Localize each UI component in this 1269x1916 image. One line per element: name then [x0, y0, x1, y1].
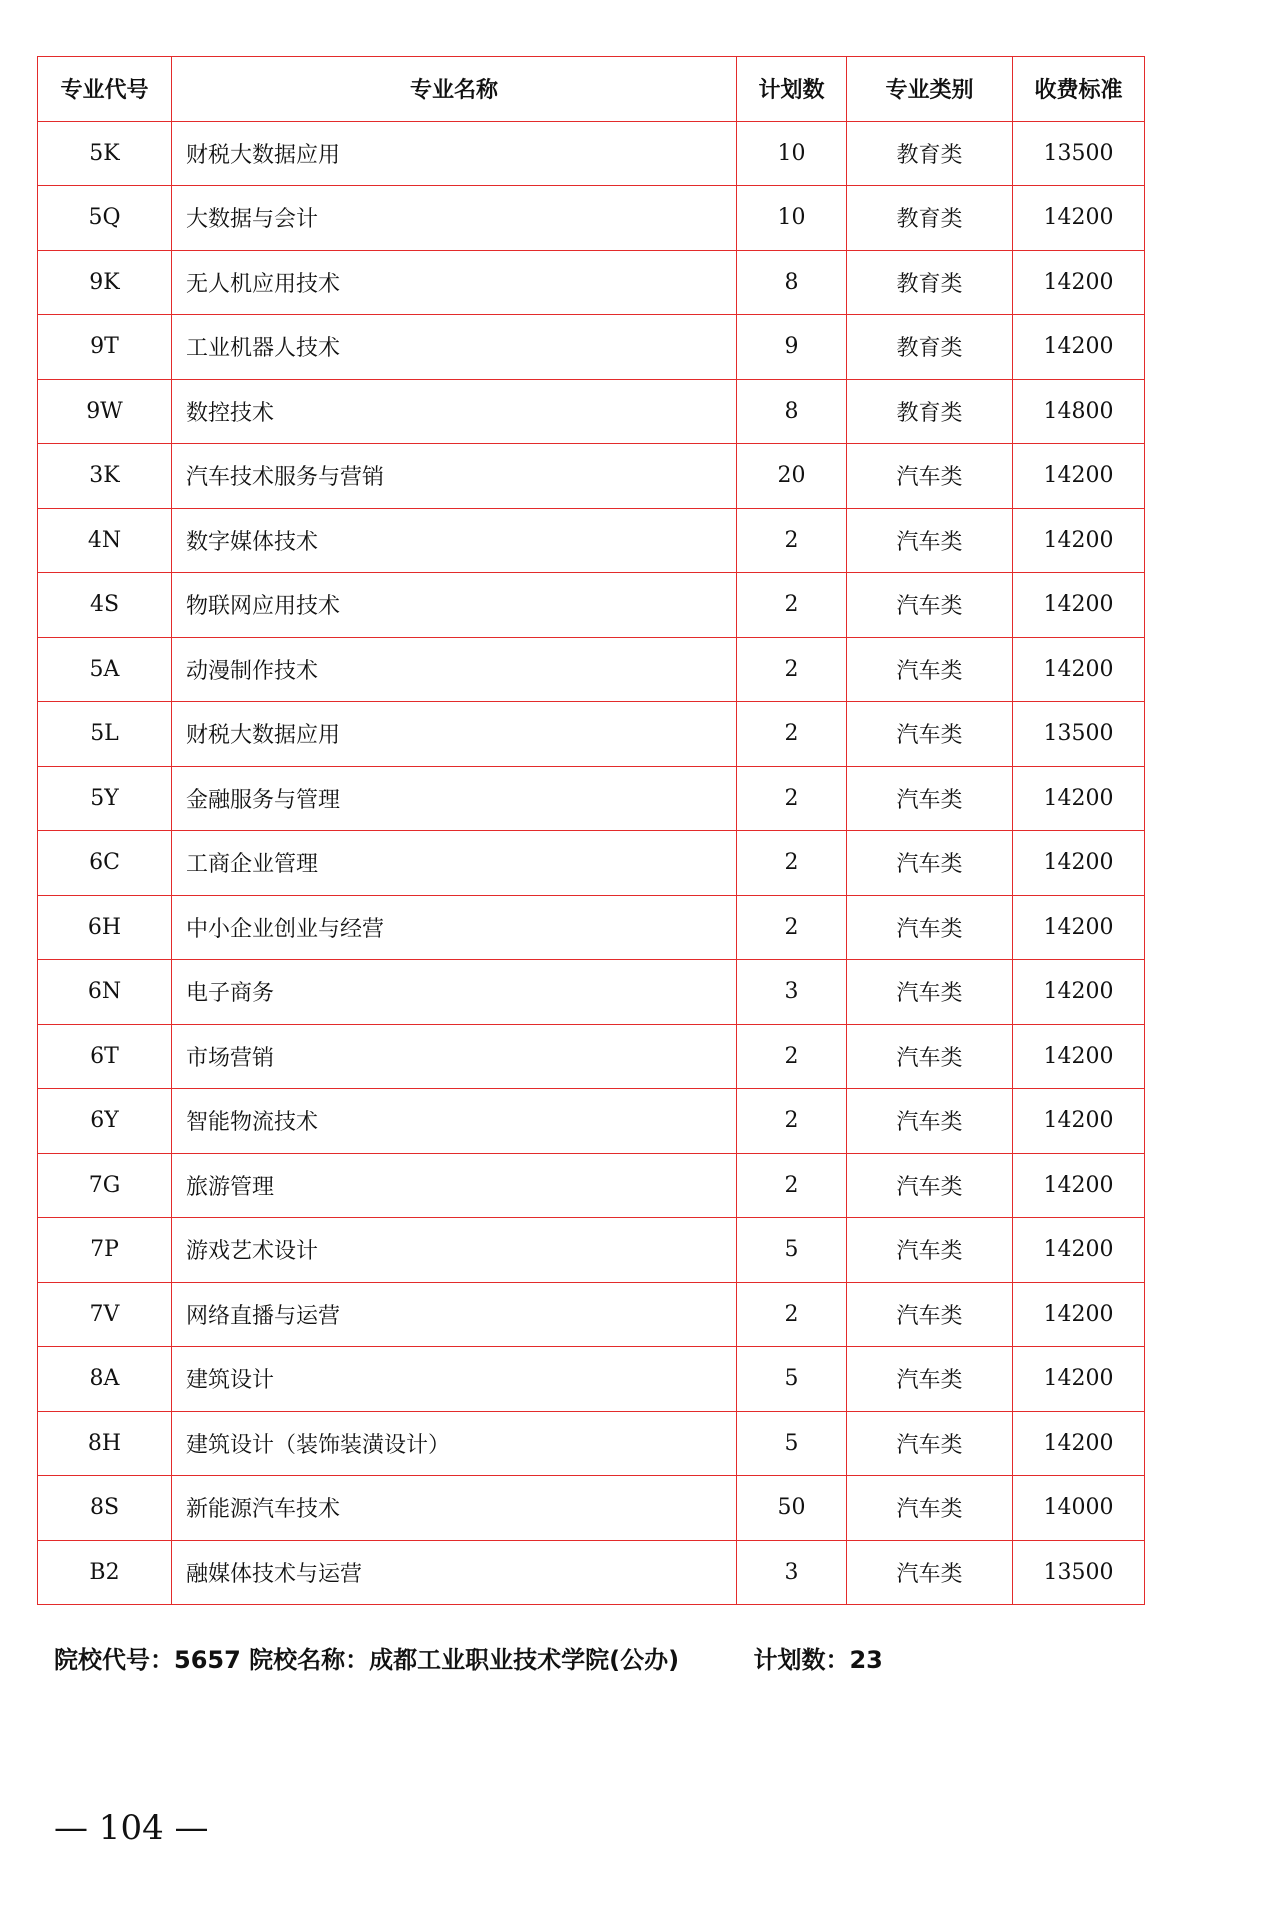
table-row [38, 186, 1145, 251]
plan-count-cell: 8 [737, 379, 847, 444]
major-name-cell: 游戏艺术设计 [172, 1218, 737, 1283]
table-row [38, 1540, 1145, 1605]
major-code-cell: 6N [38, 960, 172, 1025]
tuition-fee-cell: 14200 [1013, 315, 1145, 380]
table-row [38, 1153, 1145, 1218]
plan-count-cell: 8 [737, 250, 847, 315]
plan-count-cell: 2 [737, 702, 847, 767]
major-category-cell: 汽车类 [847, 1540, 1013, 1605]
major-category-cell: 汽车类 [847, 508, 1013, 573]
tuition-fee-cell: 14200 [1013, 1153, 1145, 1218]
major-category-cell: 教育类 [847, 186, 1013, 251]
major-code-cell: 8A [38, 1347, 172, 1412]
table-row [38, 1347, 1145, 1412]
table-row [38, 702, 1145, 767]
major-code-cell: 7G [38, 1153, 172, 1218]
plan-count-cell: 2 [737, 831, 847, 896]
major-code-cell: 8H [38, 1411, 172, 1476]
major-name-cell: 智能物流技术 [172, 1089, 737, 1154]
enrollment-plan-table [37, 56, 1145, 1605]
major-code-cell: 3K [38, 444, 172, 509]
table-row [38, 1024, 1145, 1089]
plan-count-cell: 3 [737, 960, 847, 1025]
plan-count-cell: 5 [737, 1218, 847, 1283]
tuition-fee-cell: 14200 [1013, 573, 1145, 638]
tuition-fee-cell: 13500 [1013, 702, 1145, 767]
major-code-cell: 6Y [38, 1089, 172, 1154]
major-code-cell: 6C [38, 831, 172, 896]
tuition-fee-cell: 14200 [1013, 508, 1145, 573]
major-name-cell: 工业机器人技术 [172, 315, 737, 380]
tuition-fee-cell: 14200 [1013, 960, 1145, 1025]
table-body [38, 121, 1145, 1605]
major-code-cell: 5A [38, 637, 172, 702]
table-row [38, 1476, 1145, 1541]
tuition-fee-cell: 14200 [1013, 1411, 1145, 1476]
table-row [38, 1282, 1145, 1347]
major-name-cell: 财税大数据应用 [172, 702, 737, 767]
table-row [38, 121, 1145, 186]
tuition-fee-cell: 14200 [1013, 1347, 1145, 1412]
major-category-cell: 汽车类 [847, 1153, 1013, 1218]
table-row [38, 766, 1145, 831]
school-info-line [54, 1640, 883, 1675]
table-header-row [38, 57, 1145, 122]
table-row [38, 637, 1145, 702]
plan-count-cell: 2 [737, 1089, 847, 1154]
plan-count-cell: 2 [737, 573, 847, 638]
major-name-cell: 新能源汽车技术 [172, 1476, 737, 1541]
table-row [38, 444, 1145, 509]
major-category-cell: 汽车类 [847, 1089, 1013, 1154]
major-name-cell: 动漫制作技术 [172, 637, 737, 702]
major-category-cell: 教育类 [847, 121, 1013, 186]
plan-count-cell: 2 [737, 766, 847, 831]
table-row [38, 895, 1145, 960]
major-code-cell: 7P [38, 1218, 172, 1283]
plan-count-cell: 50 [737, 1476, 847, 1541]
major-code-cell: 9T [38, 315, 172, 380]
major-category-cell: 汽车类 [847, 444, 1013, 509]
header-major-category: 专业类别 [847, 57, 1013, 122]
table-row [38, 960, 1145, 1025]
major-code-cell: 4N [38, 508, 172, 573]
table-row [38, 508, 1145, 573]
major-code-cell: B2 [38, 1540, 172, 1605]
major-name-cell: 中小企业创业与经营 [172, 895, 737, 960]
tuition-fee-cell: 14200 [1013, 766, 1145, 831]
plan-count-cell: 10 [737, 121, 847, 186]
major-name-cell: 数字媒体技术 [172, 508, 737, 573]
plan-count-cell: 20 [737, 444, 847, 509]
major-code-cell: 5Q [38, 186, 172, 251]
major-name-cell: 市场营销 [172, 1024, 737, 1089]
header-plan-count: 计划数 [737, 57, 847, 122]
plan-count-cell: 2 [737, 637, 847, 702]
major-code-cell: 5Y [38, 766, 172, 831]
major-name-cell: 工商企业管理 [172, 831, 737, 896]
major-category-cell: 汽车类 [847, 831, 1013, 896]
major-name-cell: 金融服务与管理 [172, 766, 737, 831]
major-category-cell: 汽车类 [847, 702, 1013, 767]
plan-count-cell: 2 [737, 1282, 847, 1347]
table-row [38, 315, 1145, 380]
header-major-code: 专业代号 [38, 57, 172, 122]
major-category-cell: 汽车类 [847, 895, 1013, 960]
major-name-cell: 建筑设计 [172, 1347, 737, 1412]
table-row [38, 1411, 1145, 1476]
table-row [38, 1089, 1145, 1154]
major-category-cell: 汽车类 [847, 1411, 1013, 1476]
tuition-fee-cell: 14800 [1013, 379, 1145, 444]
school-info: 院校代号：5657 院校名称：成都工业职业技术学院(公办) [54, 1646, 680, 1674]
tuition-fee-cell: 13500 [1013, 121, 1145, 186]
tuition-fee-cell: 14200 [1013, 1218, 1145, 1283]
major-code-cell: 7V [38, 1282, 172, 1347]
tuition-fee-cell: 14200 [1013, 250, 1145, 315]
tuition-fee-cell: 14200 [1013, 444, 1145, 509]
major-name-cell: 汽车技术服务与营销 [172, 444, 737, 509]
major-category-cell: 汽车类 [847, 637, 1013, 702]
tuition-fee-cell: 14200 [1013, 1024, 1145, 1089]
tuition-fee-cell: 14200 [1013, 186, 1145, 251]
plan-count-cell: 5 [737, 1347, 847, 1412]
major-name-cell: 财税大数据应用 [172, 121, 737, 186]
plan-count-cell: 9 [737, 315, 847, 380]
major-code-cell: 5L [38, 702, 172, 767]
header-major-name: 专业名称 [172, 57, 737, 122]
major-category-cell: 汽车类 [847, 1282, 1013, 1347]
major-category-cell: 汽车类 [847, 1347, 1013, 1412]
major-category-cell: 汽车类 [847, 1476, 1013, 1541]
tuition-fee-cell: 14200 [1013, 895, 1145, 960]
school-plan-count: 计划数：23 [753, 1646, 883, 1674]
major-code-cell: 8S [38, 1476, 172, 1541]
tuition-fee-cell: 14000 [1013, 1476, 1145, 1541]
page-number: — 104 — [54, 1808, 209, 1848]
header-tuition-fee: 收费标准 [1013, 57, 1145, 122]
major-name-cell: 网络直播与运营 [172, 1282, 737, 1347]
major-category-cell: 汽车类 [847, 960, 1013, 1025]
table-row [38, 573, 1145, 638]
tuition-fee-cell: 14200 [1013, 1089, 1145, 1154]
major-category-cell: 汽车类 [847, 1024, 1013, 1089]
major-name-cell: 建筑设计（装饰装潢设计） [172, 1411, 737, 1476]
plan-count-cell: 2 [737, 508, 847, 573]
major-name-cell: 旅游管理 [172, 1153, 737, 1218]
major-code-cell: 9W [38, 379, 172, 444]
major-name-cell: 无人机应用技术 [172, 250, 737, 315]
major-name-cell: 大数据与会计 [172, 186, 737, 251]
major-name-cell: 物联网应用技术 [172, 573, 737, 638]
major-category-cell: 教育类 [847, 379, 1013, 444]
plan-count-cell: 2 [737, 895, 847, 960]
major-category-cell: 教育类 [847, 250, 1013, 315]
tuition-fee-cell: 14200 [1013, 1282, 1145, 1347]
table-row [38, 831, 1145, 896]
major-code-cell: 6T [38, 1024, 172, 1089]
major-code-cell: 5K [38, 121, 172, 186]
table-row [38, 250, 1145, 315]
major-category-cell: 教育类 [847, 315, 1013, 380]
plan-count-cell: 2 [737, 1024, 847, 1089]
plan-count-cell: 10 [737, 186, 847, 251]
tuition-fee-cell: 14200 [1013, 637, 1145, 702]
major-code-cell: 6H [38, 895, 172, 960]
major-name-cell: 电子商务 [172, 960, 737, 1025]
plan-count-cell: 5 [737, 1411, 847, 1476]
plan-count-cell: 2 [737, 1153, 847, 1218]
tuition-fee-cell: 14200 [1013, 831, 1145, 896]
table-row [38, 379, 1145, 444]
table-row [38, 1218, 1145, 1283]
plan-count-cell: 3 [737, 1540, 847, 1605]
major-name-cell: 融媒体技术与运营 [172, 1540, 737, 1605]
tuition-fee-cell: 13500 [1013, 1540, 1145, 1605]
major-category-cell: 汽车类 [847, 573, 1013, 638]
major-code-cell: 4S [38, 573, 172, 638]
major-name-cell: 数控技术 [172, 379, 737, 444]
major-code-cell: 9K [38, 250, 172, 315]
major-category-cell: 汽车类 [847, 766, 1013, 831]
major-category-cell: 汽车类 [847, 1218, 1013, 1283]
